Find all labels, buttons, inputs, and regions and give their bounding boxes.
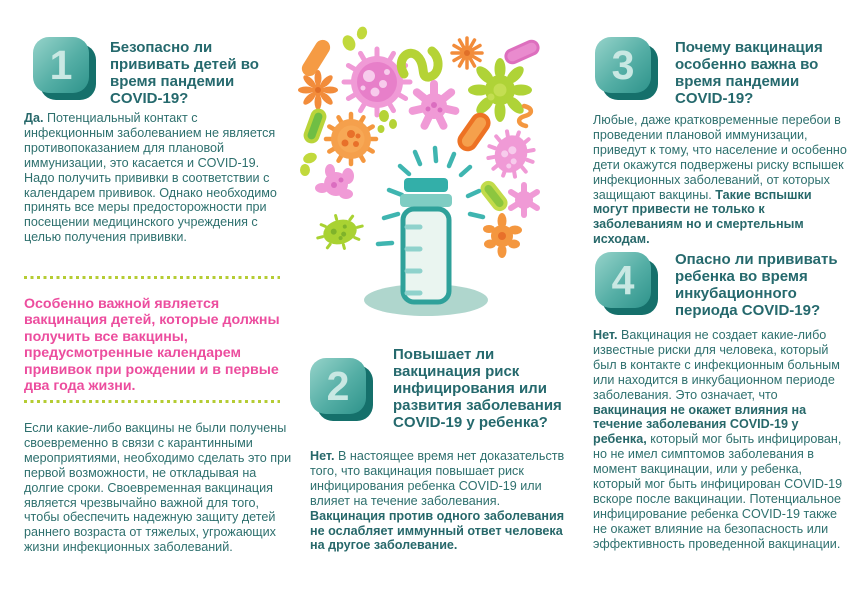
question-2-badge xyxy=(310,358,373,421)
question-3-title: Почему вакцинация особенно важна во время пандемии COVID-19? xyxy=(675,39,823,107)
question-1-title: Безопасно ли прививать детей во время пандемии COVID-19? xyxy=(110,39,259,107)
question-4-number: 4 xyxy=(611,256,635,303)
question-1-number: 1 xyxy=(49,41,73,88)
germ-teardrop-icon xyxy=(482,125,541,184)
followup-text: Если какие-либо вакцины не были получены своевременно в связи с карантинными мероприятиями, необходимо сделать это при первой возможности, не откладывая на долгие сроки. Своевременная вакцинация является чрезвычайно важной для того, чтобы обеспечить надежную защиту детей раннего возраста от тяжелых, угрожающих жизни инфекционных заболеваний. xyxy=(24,421,292,555)
answer-4-bold: вакцинация не окажет влияния на течение заболевания COVID-19 у ребенка, xyxy=(593,402,807,447)
germ-green-icon xyxy=(313,210,366,255)
question-4-badge xyxy=(595,252,658,315)
question-3-number: 3 xyxy=(611,41,635,88)
answer-1-body: Потенциальный контакт с инфекционным заболеванием не является противопоказанием для плановой иммунизации, это касается и COVID-19. Надо получить прививки в соответствии с календарем прививок. Однако необходимо принять все меры предосторожности при посещении медицинского учреждения с целью получения прививки. xyxy=(24,111,277,245)
dotted-separator-1 xyxy=(24,276,280,279)
answer-3-text xyxy=(593,113,847,247)
answer-3-bold: Такие вспышки могут привести не только к заболеваниям но и смертельным исходам. xyxy=(593,187,812,247)
answer-2-lead: Нет. xyxy=(310,449,335,463)
germs-vial-illustration xyxy=(288,12,568,320)
question-2-title: Повышает ли вакцинация риск инфицирования или развития заболевания COVID-19 у ребенка? xyxy=(393,346,562,431)
answer-3-body: Любые, даже кратковременные перебои в проведении плановой иммунизации, приведут к тому, что население и особенно дети окажутся подвержены риску вспышек инфекционных заболеваний, от которых защищают вакцины. xyxy=(593,113,847,202)
badge-face xyxy=(595,37,651,93)
answer-4-text xyxy=(593,328,847,552)
question-1-badge xyxy=(33,37,96,100)
germ-pink-splat-icon xyxy=(315,164,354,199)
answer-2-body: В настоящее время нет доказательств того, что вакцинация повышает риск инфицирования ребенка COVID-19 или влияет на течение заболевания. xyxy=(310,449,565,508)
germ-star-icon xyxy=(413,84,456,126)
highlight-text: Особенно важной является вакцинация детей, которые должны получить все вакцины, предусмотренные календарем прививок при рождении и в первые два года жизни. xyxy=(24,296,280,395)
germ-flower-icon xyxy=(298,70,338,110)
dotted-separator-2 xyxy=(24,400,280,403)
vaccine-vial-icon xyxy=(364,148,488,316)
badge-face xyxy=(310,358,366,414)
germ-orange-icon xyxy=(326,114,376,164)
badge-face xyxy=(33,37,89,93)
answer-1-text xyxy=(24,111,288,245)
question-3-badge xyxy=(595,37,658,100)
answer-1-lead: Да. xyxy=(24,111,44,125)
germ-splat-icon xyxy=(468,58,532,122)
question-2-number: 2 xyxy=(326,362,350,409)
answer-2-bold: Вакцинация против одного заболевания не ослабляет иммунный ответ человека на другое заболевание. xyxy=(310,508,565,553)
answer-2-text xyxy=(310,449,568,553)
answer-4-body-2: который мог быть инфицирован, но не имел симптомов заболевания в момент вакцинации, или у ребенка, который мог быть инфицирован COVID-19 вскоре после вакцинации. Потенциальное инфицирование ребенка COVID-19 также не окажет влияние на безопасность или эффективность проведенной вакцинации. xyxy=(593,432,843,551)
answer-4-body-1: Вакцинация не создает какие-либо известные риски для человека, который был в контакте с инфекционным больным или находится в инкубационном периоде заболевания. Это означает, что xyxy=(593,328,840,402)
germ-sun-icon xyxy=(452,38,482,68)
germ-orange-splat-icon xyxy=(483,213,522,258)
answer-4-lead: Нет. xyxy=(593,328,618,342)
badge-face xyxy=(595,252,651,308)
question-4-title: Опасно ли прививать ребенка во время инкубационного периода COVID-19? xyxy=(675,251,838,319)
